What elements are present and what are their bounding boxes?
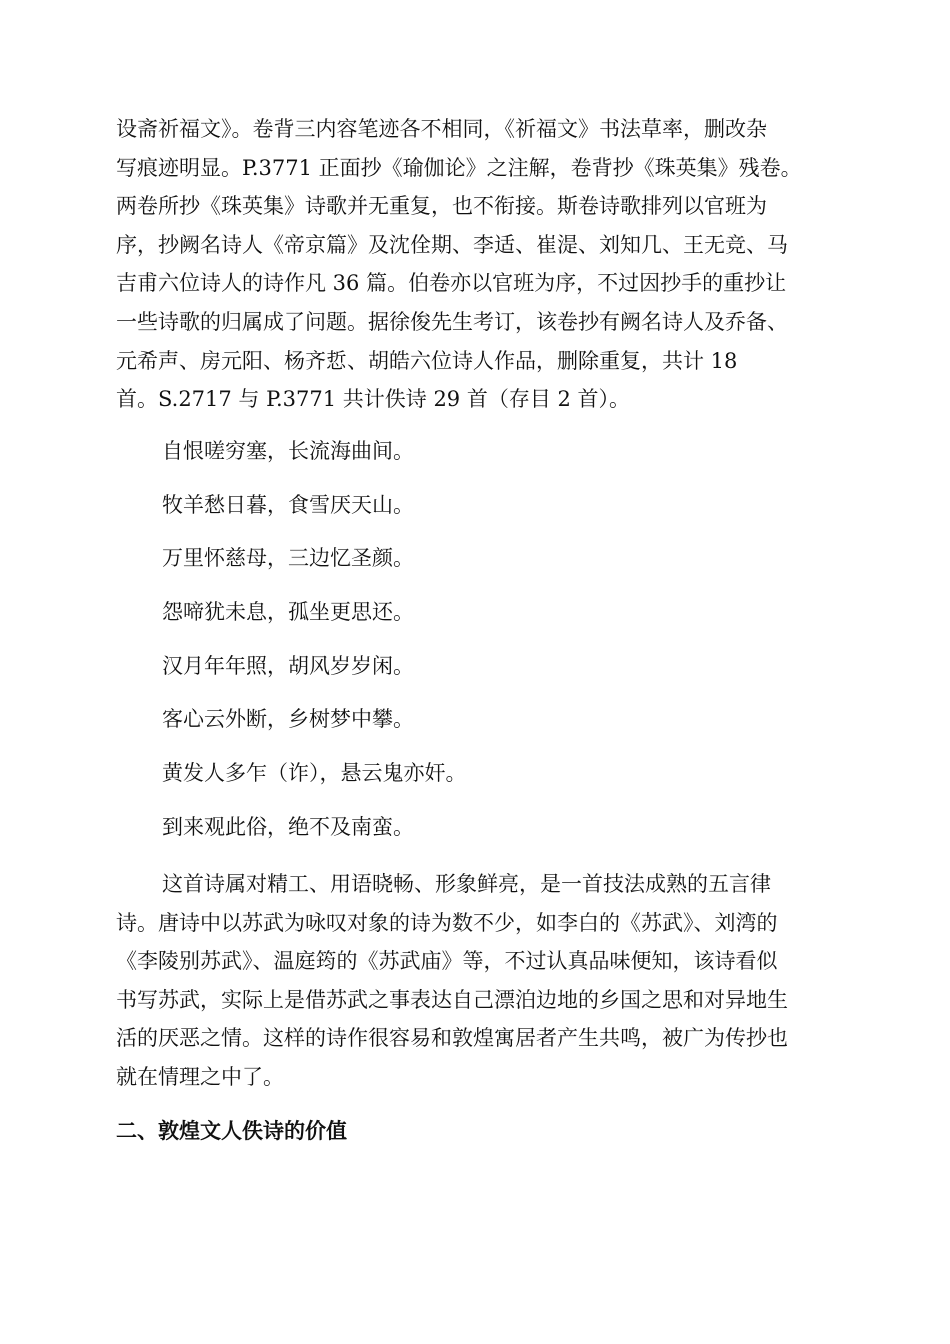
poem-line: 怨啼犹未息，孤坐更思还。 <box>162 600 414 625</box>
poem-line: 牧羊愁日暮，食雪厌天山。 <box>162 492 414 517</box>
text-line: 写痕迹明显。P.3771 正面抄《瑜伽论》之注解，卷背抄《珠英集》残卷。 <box>116 155 802 180</box>
text-line: 序，抄阙名诗人《帝京篇》及沈佺期、李适、崔湜、刘知几、王无竞、马 <box>116 232 788 257</box>
text-line: 首。S.2717 与 P.3771 共计佚诗 29 首（存目 2 首）。 <box>116 387 631 412</box>
text-line: 一些诗歌的归属成了问题。据徐俊先生考订，该卷抄有阙名诗人及乔备、 <box>116 309 788 334</box>
text-line: 这首诗属对精工、用语晓畅、形象鲜亮，是一首技法成熟的五言律 <box>162 872 771 896</box>
poem-line: 万里怀慈母，三边忆圣颜。 <box>162 546 414 571</box>
poem-line: 到来观此俗，绝不及南蛮。 <box>162 814 414 839</box>
poem-line: 黄发人多乍（诈），悬云鬼亦奸。 <box>162 761 467 786</box>
text-line: 设斋祈福文》。卷背三内容笔迹各不相同，《祈福文》书法草率，删改杂 <box>116 117 767 141</box>
section-heading: 二、敦煌文人佚诗的价值 <box>116 1119 347 1143</box>
poem-block <box>162 436 762 866</box>
text-line: 诗。唐诗中以苏武为咏叹对象的诗为数不少，如李白的《苏武》、刘湾的 <box>116 910 778 935</box>
poem-line: 汉月年年照，胡风岁岁闲。 <box>162 653 414 678</box>
intro-paragraph <box>116 110 836 419</box>
commentary-paragraph <box>116 865 836 1097</box>
text-line: 书写苏武，实际上是借苏武之事表达自己漂泊边地的乡国之思和对异地生 <box>116 987 788 1012</box>
text-line: 元希声、房元阳、杨齐悊、胡皓六位诗人作品，删除重复，共计 18 <box>116 348 738 373</box>
text-line: 《李陵别苏武》、温庭筠的《苏武庙》等，不过认真品味便知，该诗看似 <box>116 949 778 974</box>
text-line: 活的厌恶之情。这样的诗作很容易和敦煌寓居者产生共鸣，被广为传抄也 <box>116 1026 788 1051</box>
text-line: 吉甫六位诗人的诗作凡 36 篇。伯卷亦以官班为序，不过因抄手的重抄让 <box>116 271 787 296</box>
text-line: 两卷所抄《珠英集》诗歌并无重复，也不衔接。斯卷诗歌排列以官班为 <box>116 194 767 219</box>
text-line: 就在情理之中了。 <box>116 1064 284 1089</box>
poem-line: 客心云外断，乡树梦中攀。 <box>162 707 414 732</box>
poem-line: 自恨嗟穷塞，长流海曲间。 <box>162 439 414 463</box>
